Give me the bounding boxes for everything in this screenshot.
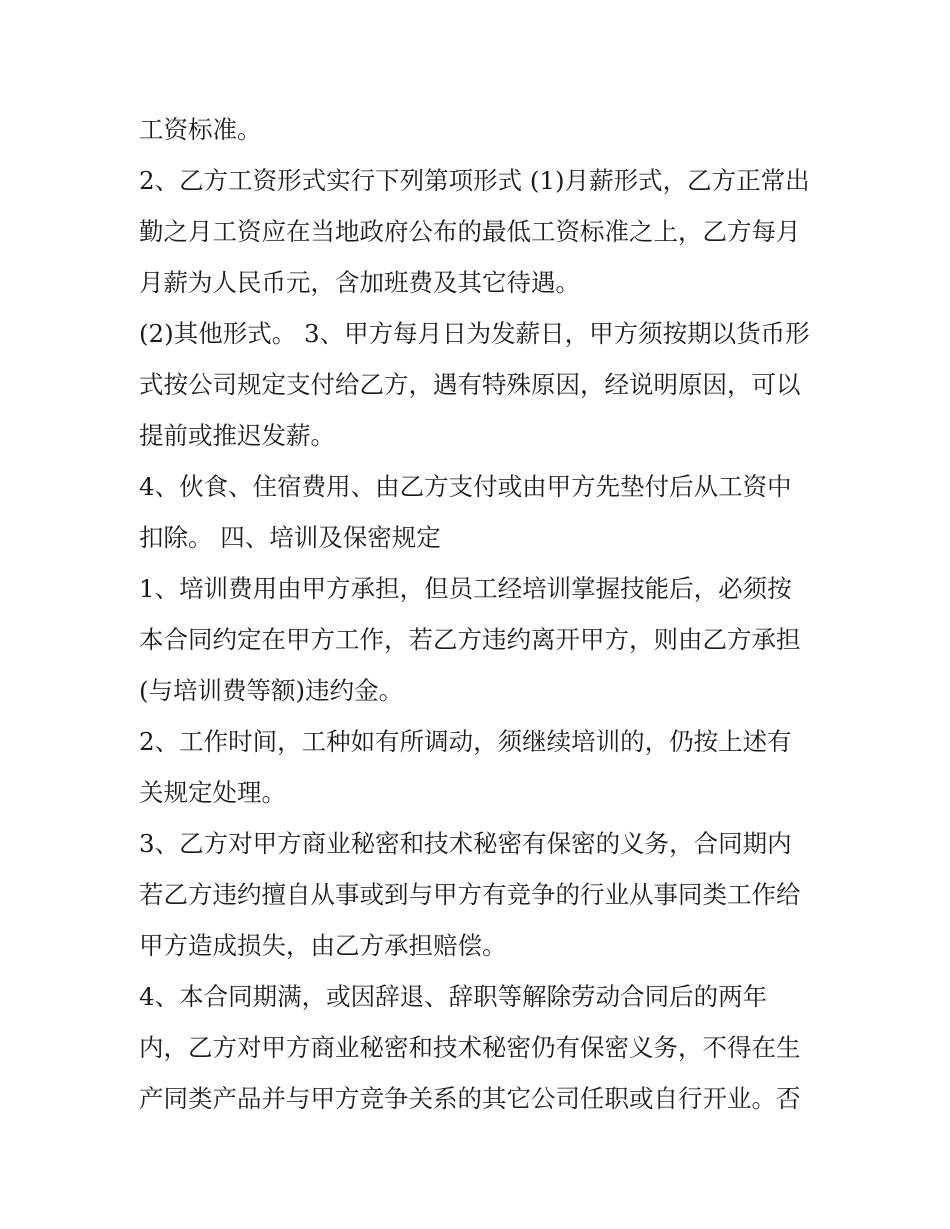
text-line: 1、培训费用由甲方承担，但员工经培训掌握技能后，必须按 (139, 574, 792, 603)
text-line: 月薪为人民币元，含加班费及其它待遇。 (139, 268, 580, 297)
text-line: (2)其他形式。 3、甲方每月日为发薪日，甲方须按期以货币形 (139, 319, 810, 348)
text-line: 4、本合同期满，或因辞退、辞职等解除劳动合同后的两年 (139, 982, 768, 1011)
text-line: 4、伙食、住宿费用、由乙方支付或由甲方先垫付后从工资中 (139, 472, 792, 501)
text-line: 甲方造成损失，由乙方承担赔偿。 (139, 931, 507, 960)
text-line: 关规定处理。 (139, 778, 286, 807)
text-line: 3、乙方对甲方商业秘密和技术秘密有保密的义务，合同期内 (139, 829, 792, 858)
text-line: 式按公司规定支付给乙方，遇有特殊原因，经说明原因，可以 (139, 370, 801, 399)
text-line: (与培训费等额)违约金。 (139, 676, 404, 705)
text-line: 提前或推迟发薪。 (139, 421, 335, 450)
text-line: 扣除。 四、培训及保密规定 (139, 523, 441, 552)
text-line: 产同类产品并与甲方竞争关系的其它公司任职或自行开业。否 (139, 1084, 801, 1113)
text-line: 勤之月工资应在当地政府公布的最低工资标准之上，乙方每月 (139, 217, 801, 246)
text-line: 本合同约定在甲方工作，若乙方违约离开甲方，则由乙方承担 (139, 625, 801, 654)
text-line: 2、乙方工资形式实行下列第项形式 (1)月薪形式，乙方正常出 (139, 166, 810, 195)
text-line: 若乙方违约擅自从事或到与甲方有竞争的行业从事同类工作给 (139, 880, 801, 909)
text-line: 2、工作时间，工种如有所调动，须继续培训的，仍按上述有 (139, 727, 792, 756)
text-line: 工资标准。 (139, 115, 262, 144)
text-line: 内，乙方对甲方商业秘密和技术秘密仍有保密义务，不得在生 (139, 1033, 801, 1062)
document-body (139, 104, 819, 1124)
